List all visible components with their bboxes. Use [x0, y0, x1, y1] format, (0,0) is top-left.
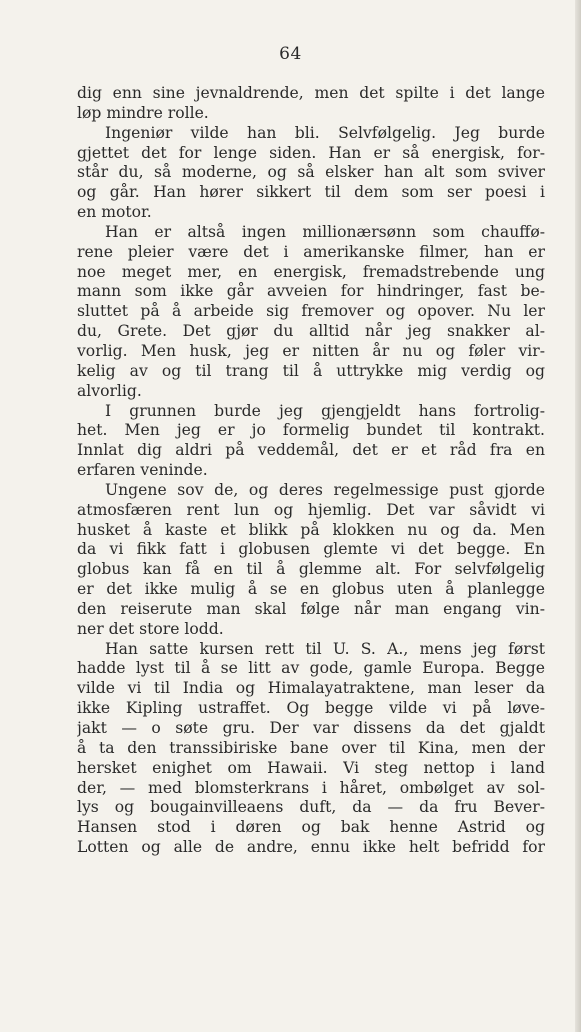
body-text — [77, 84, 545, 858]
text-line: hadde lyst til å se litt av gode, gamle Europa. Begge — [77, 659, 545, 678]
text-line: het. Men jeg er jo formelig bundet til kontrakt. — [77, 421, 545, 440]
text-line: noe meget mer, en energisk, fremadstrebende ung — [77, 262, 545, 281]
text-line: står du, så moderne, og så elsker han alt som sviver — [77, 163, 545, 182]
text-line: å ta den transsibiriske bane over til Kina, men der — [77, 738, 545, 757]
text-line: er det ikke mulig å se en globus uten å planlegge — [77, 580, 545, 599]
page-edge — [575, 0, 581, 1032]
text-line: sluttet på å arbeide sig fremover og opover. Nu ler — [77, 302, 545, 321]
text-line: I grunnen burde jeg gjengjeldt hans fortrolig- — [105, 401, 545, 420]
text-line: den reiserute man skal følge når man engang vin- — [77, 599, 545, 618]
text-line: jakt — o søte gru. Der var dissens da det gjaldt — [77, 719, 545, 737]
text-line: dig enn sine jevnaldrende, men det spilte i det lange — [77, 84, 545, 102]
text-line: husket å kaste et blikk på klokken nu og da. Men — [77, 520, 545, 539]
text-line: Ungene sov de, og deres regelmessige pust gjorde — [105, 480, 545, 499]
text-line: alvorlig. — [77, 381, 142, 400]
text-line: du, Grete. Det gjør du alltid når jeg snakker al- — [77, 322, 545, 341]
text-line: Han er altså ingen millionærsønn som chauffø- — [105, 222, 545, 241]
text-line: kelig av og til trang til å uttrykke mig verdig og — [77, 361, 545, 380]
text-line: vilde vi til India og Himalayatraktene, man leser da — [77, 679, 545, 698]
text-line: der, — med blomsterkrans i håret, ombølget av sol- — [77, 778, 545, 797]
text-line: Hansen stod i døren og bak henne Astrid og — [77, 818, 545, 837]
text-line: globus kan få en til å glemme alt. For selvfølgelig — [77, 560, 545, 579]
text-line: Ingeniør vilde han bli. Selvfølgelig. Jeg burde — [105, 123, 545, 142]
text-line: Lotten og alle de andre, ennu ikke helt befridd for — [77, 838, 545, 857]
text-line: Innlat dig aldri på veddemål, det er et råd fra en — [77, 441, 545, 460]
text-line: ner det store lodd. — [77, 619, 224, 638]
text-line: mann som ikke går avveien for hindringer, fast be- — [77, 282, 545, 301]
text-line: atmosfæren rent lun og hjemlig. Det var såvidt vi — [77, 500, 545, 519]
text-line: ikke Kipling ustraffet. Og begge vilde vi på løve- — [77, 699, 545, 718]
text-line: vorlig. Men husk, jeg er nitten år nu og føler vir- — [77, 341, 545, 360]
text-line: erfaren veninde. — [77, 461, 208, 480]
text-line: Han satte kursen rett til U. S. A., mens jeg først — [105, 639, 545, 658]
text-line: gjettet det for lenge siden. Han er så energisk, for- — [77, 143, 545, 162]
text-line: en motor. — [77, 203, 152, 222]
text-line: da vi fikk fatt i globusen glemte vi det begge. En — [77, 540, 545, 559]
text-line: lys og bougainvilleaens duft, da — da fru Bever- — [77, 798, 545, 817]
text-line: og går. Han hører sikkert til dem som ser poesi i — [77, 183, 545, 202]
text-line: rene pleier være det i amerikanske filmer, han er — [77, 242, 545, 261]
text-line: hersket enighet om Hawaii. Vi steg nettop i land — [77, 758, 545, 777]
page-number: 64 — [279, 44, 302, 64]
text-line: løp mindre rolle. — [77, 103, 209, 122]
